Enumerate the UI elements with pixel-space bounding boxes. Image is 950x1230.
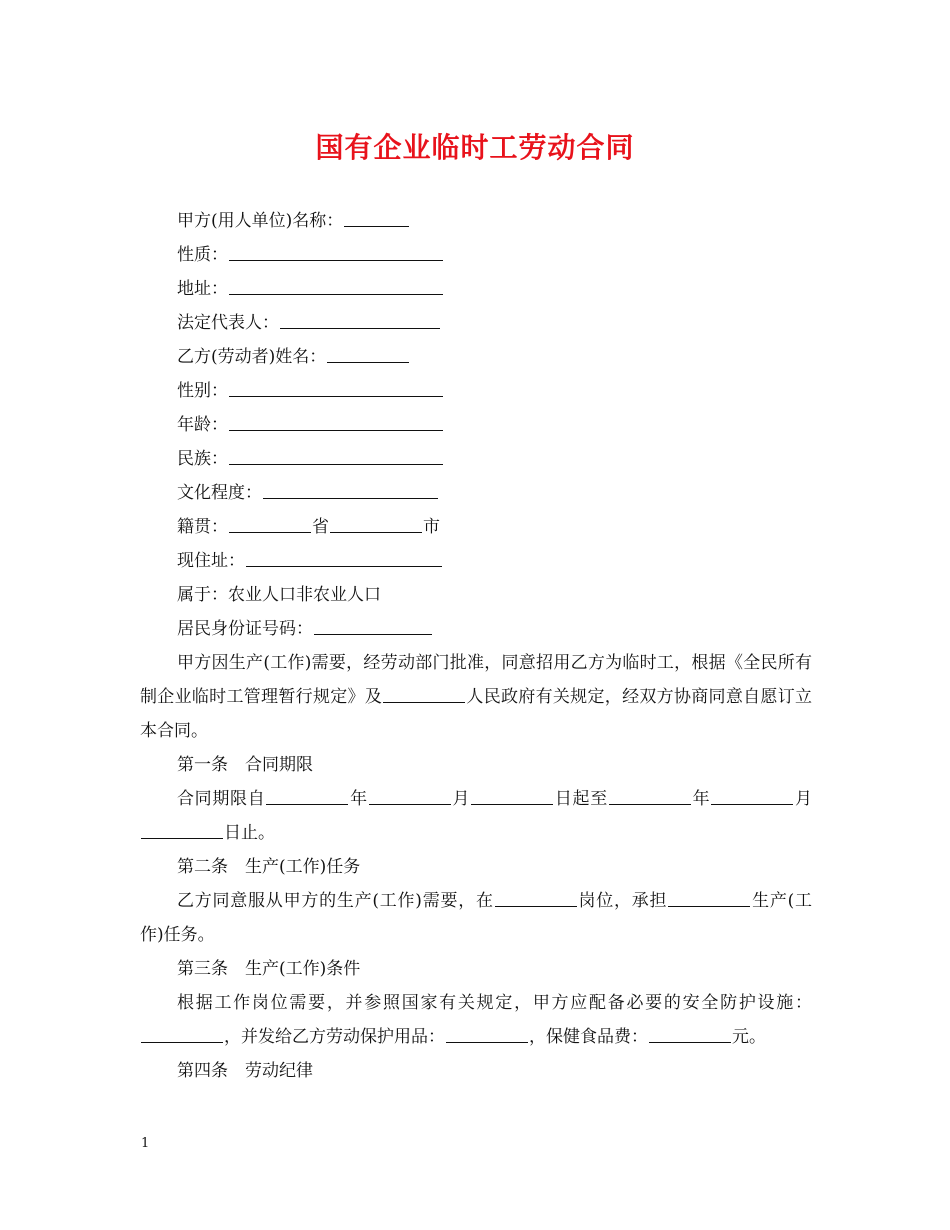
party-b-label: 乙方(劳动者)姓名： [177, 347, 327, 367]
legal-rep-field [140, 306, 812, 340]
nature-field [140, 238, 812, 272]
article-1-t3: 月 [451, 789, 471, 809]
belongs-to-label: 属于：农业人口非农业人口 [177, 585, 381, 605]
safety-facilities-blank [141, 1028, 223, 1043]
post-blank [495, 892, 577, 907]
ethnicity-blank [229, 450, 443, 465]
education-blank [263, 484, 438, 499]
start-day-blank [471, 790, 553, 805]
government-blank [383, 688, 465, 703]
gender-label: 性别： [177, 381, 228, 401]
party-a-label: 甲方(用人单位)名称： [177, 211, 344, 231]
article-2-text [140, 884, 812, 952]
document-title: 国有企业临时工劳动合同 [315, 131, 635, 164]
page-number: 1 [141, 1136, 150, 1151]
ethnicity-field [140, 442, 812, 476]
end-month-blank [711, 790, 793, 805]
legal-rep-label: 法定代表人： [177, 313, 279, 333]
end-day-blank [141, 824, 223, 839]
address-label: 地址： [177, 279, 228, 299]
city-label: 市 [423, 517, 440, 537]
article-1-t7: 日止。 [224, 823, 275, 843]
start-month-blank [369, 790, 451, 805]
health-food-fee-blank [649, 1028, 731, 1043]
party-a-field [140, 204, 812, 238]
article-1-t2: 年 [349, 789, 368, 809]
protective-supplies-blank [446, 1028, 528, 1043]
native-place-field [140, 510, 812, 544]
party-a-blank [344, 212, 409, 227]
party-b-blank [327, 348, 409, 363]
article-2-t3: 生产(工作)任务。 [140, 891, 813, 945]
ethnicity-label: 民族： [177, 449, 228, 469]
age-label: 年龄： [177, 415, 228, 435]
province-label: 省 [312, 517, 329, 537]
article-3-text [140, 986, 812, 1054]
age-blank [229, 416, 443, 431]
article-1-t5: 年 [691, 789, 711, 809]
intro-text-1: 甲方因生产(工作)需要，经劳动部门批准，同意招用乙方为临时工，根据《全民所有制企业临时工管理暂行规定》及 [140, 653, 812, 707]
article-3-heading: 第三条 生产(工作)条件 [177, 959, 361, 979]
belongs-to-field [140, 578, 812, 612]
article-3-t1: 根据工作岗位需要，并参照国家有关规定，甲方应配备必要的安全防护设施： [177, 993, 812, 1013]
article-2-t1: 乙方同意服从甲方的生产(工作)需要，在 [177, 891, 494, 911]
article-3-t3: ，保健食品费： [529, 1027, 648, 1047]
end-year-blank [609, 790, 691, 805]
id-number-field [140, 612, 812, 646]
age-field [140, 408, 812, 442]
education-label: 文化程度： [177, 483, 262, 503]
start-year-blank [266, 790, 348, 805]
nature-label: 性质： [177, 245, 228, 265]
id-number-blank [314, 620, 432, 635]
article-2-heading: 第二条 生产(工作)任务 [177, 857, 361, 877]
contract-body [140, 204, 812, 1088]
intro-paragraph [140, 646, 812, 748]
address-field [140, 272, 812, 306]
legal-rep-blank [280, 314, 440, 329]
current-address-field [140, 544, 812, 578]
article-1-text [140, 782, 812, 850]
province-blank [229, 518, 311, 533]
task-blank [668, 892, 750, 907]
city-blank [330, 518, 422, 533]
party-b-field [140, 340, 812, 374]
article-4-heading: 第四条 劳动纪律 [177, 1061, 313, 1081]
article-3-t2: ，并发给乙方劳动保护用品： [224, 1027, 445, 1047]
id-number-label: 居民身份证号码： [177, 619, 313, 639]
article-1-t1: 合同期限自 [177, 789, 266, 809]
gender-field [140, 374, 812, 408]
current-address-label: 现住址： [177, 551, 245, 571]
article-1-t6: 月 [794, 789, 812, 809]
article-2-t2: 岗位，承担 [577, 891, 668, 911]
article-3-t4: 元。 [732, 1027, 766, 1047]
native-place-label: 籍贯： [177, 517, 228, 537]
article-1-heading: 第一条 合同期限 [177, 755, 313, 775]
gender-blank [229, 382, 443, 397]
current-address-blank [246, 552, 442, 567]
address-blank [229, 280, 443, 295]
nature-blank [229, 246, 443, 261]
intro-text-2: 人民政府有关规定，经双方协商同意自愿订立本合同。 [140, 687, 813, 741]
education-field [140, 476, 812, 510]
article-1-t4: 日起至 [554, 789, 608, 809]
